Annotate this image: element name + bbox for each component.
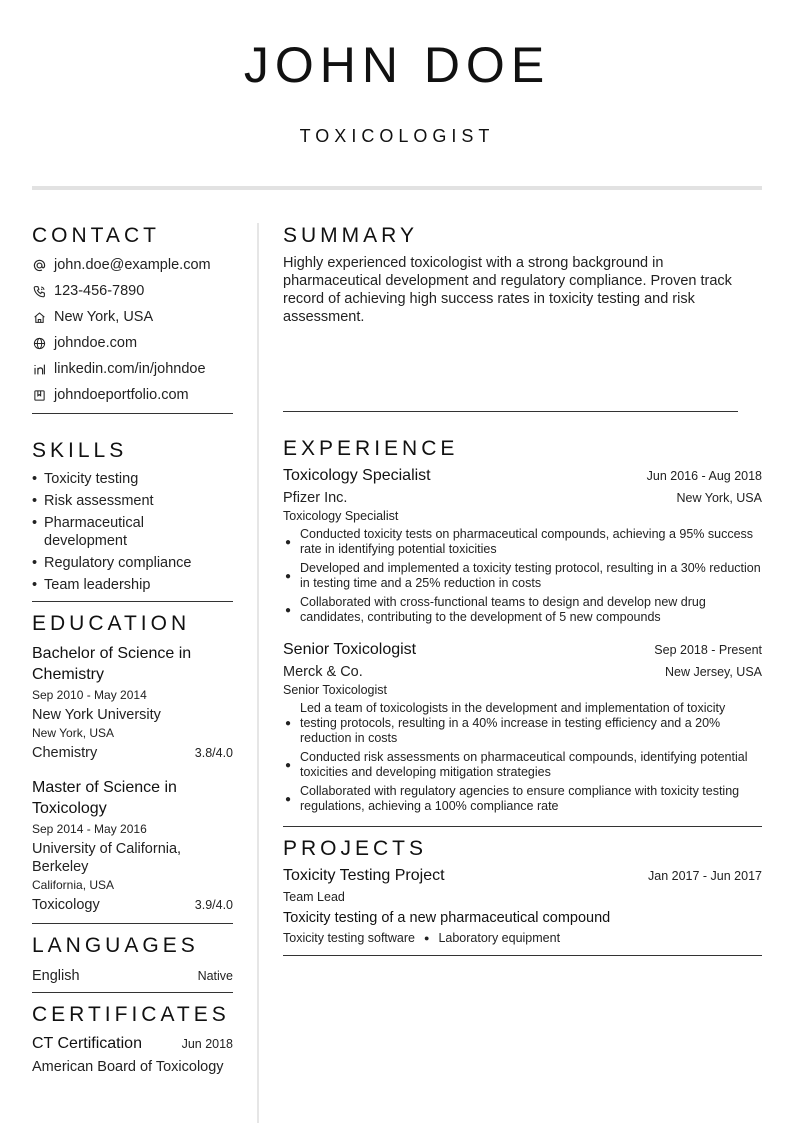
job-bullet-text: Collaborated with cross-functional teams to design and develop new drug candidates, contributing to the development of 5 new compounds (300, 595, 706, 624)
skill-text: Pharmaceutical development (44, 515, 144, 549)
edu-school: University of California, Berkeley (32, 841, 182, 875)
job-bullet-text: Conducted risk assessments on pharmaceutical compounds, identifying potential toxicities and developing mitigation strategies (300, 750, 748, 779)
edu-field: Chemistry (32, 745, 98, 761)
header-divider (32, 186, 762, 190)
edu-dates: Sep 2014 - May 2016 (32, 822, 147, 836)
edu-location: California, USA (32, 878, 115, 892)
project-name: Toxicity Testing Project (283, 867, 445, 884)
job-location: New Jersey, USA (664, 665, 762, 679)
job-bullet-text: Conducted toxicity tests on pharmaceutical compounds, achieving a 95% success rate in identifying potential toxicities (300, 527, 754, 556)
experience-section (283, 435, 762, 827)
edu-dates: Sep 2010 - May 2014 (32, 688, 147, 702)
linkedin-icon (32, 362, 46, 376)
job-title: Senior Toxicologist (283, 641, 417, 658)
globe-icon (32, 336, 46, 350)
job-bullet: ● Collaborated with cross-functional teams to design and develop new drug candidates, contributing to the development of 5 new compounds (283, 595, 762, 625)
skill-text: Team leadership (44, 577, 151, 593)
job-company: Merck & Co. (283, 664, 363, 680)
edu-school: New York University (32, 707, 161, 723)
job-dates: Jun 2016 - Aug 2018 (646, 469, 762, 483)
job-role: Toxicology Specialist (283, 509, 399, 523)
education-heading: EDUCATION (32, 612, 191, 635)
certificate-item (32, 1035, 233, 1053)
project-role: Team Lead (283, 890, 345, 904)
certificates-section (32, 1001, 233, 1075)
contact-section (32, 222, 233, 414)
experience-heading: EXPERIENCE (283, 437, 459, 460)
project-tool: Toxicity testing software (283, 931, 415, 945)
job-title: Toxicology Specialist (283, 467, 431, 484)
projects-section (283, 835, 762, 956)
contact-portfolio-text: johndoeportfolio.com (54, 387, 189, 403)
skill-item: • Regulatory compliance (32, 555, 192, 571)
edu-field: Toxicology (32, 897, 100, 913)
certificates-heading: CERTIFICATES (32, 1003, 230, 1026)
summary-text: Highly experienced toxicologist with a strong background in pharmaceutical development and regulatory compliance. Proven track record of achieving high success rates in toxicity testing and risk assessment. (283, 255, 732, 325)
contact-location-text: New York, USA (54, 309, 154, 325)
skill-item: • Team leadership (32, 577, 151, 593)
project-dates: Jan 2017 - Jun 2017 (648, 869, 762, 883)
resume-name: JOHN DOE (243, 37, 551, 93)
projects-heading: PROJECTS (283, 837, 428, 860)
education-entry (32, 643, 233, 761)
skills-section (32, 437, 233, 602)
right-column (283, 222, 762, 956)
left-column (32, 222, 233, 1075)
languages-heading: LANGUAGES (32, 934, 199, 957)
project-description: Toxicity testing of a new pharmaceutical compound (283, 910, 611, 926)
language-item (32, 968, 233, 984)
skill-item: • Pharmaceutical development (32, 512, 233, 552)
contact-email-text: john.doe@example.com (54, 257, 211, 273)
job-location: New York, USA (676, 491, 762, 505)
at-icon (32, 258, 46, 272)
skill-item: • Toxicity testing (32, 471, 139, 487)
education-entry (32, 777, 233, 913)
column-divider (257, 223, 259, 1123)
skill-text: Regulatory compliance (44, 555, 192, 571)
job-bullet-text: Led a team of toxicologists in the development and implementation of toxicity testing protocols, resulting in a 40% increase in testing efficiency and a 20% reduction in costs (300, 701, 726, 745)
edu-gpa: 3.8/4.0 (194, 746, 233, 760)
project-tool: Laboratory equipment (438, 931, 561, 945)
job-bullet: ● Collaborated with regulatory agencies to ensure compliance with toxicity testing regulations, achieving a 100% compliance rate (283, 784, 762, 814)
resume-title: TOXICOLOGIST (299, 126, 495, 146)
certificate-issuer: American Board of Toxicology (32, 1059, 224, 1075)
portfolio-icon (32, 388, 46, 402)
contact-phone[interactable] (32, 278, 233, 304)
edu-location: New York, USA (32, 726, 115, 740)
certificate-date: Jun 2018 (181, 1037, 233, 1051)
certificate-name: CT Certification (32, 1035, 142, 1052)
phone-icon (32, 284, 46, 298)
separator-dot: ● (424, 933, 430, 943)
job-bullet-text: Developed and implemented a toxicity testing protocol, resulting in a 30% reduction in testing time and a 25% reduction in costs (300, 561, 761, 590)
contact-phone-text: 123-456-7890 (54, 283, 145, 299)
home-icon (32, 310, 46, 324)
contact-portfolio[interactable] (32, 382, 233, 408)
summary-section (283, 222, 738, 412)
contact-location (32, 304, 233, 330)
project-tools (283, 931, 762, 945)
job-entry (283, 467, 762, 625)
job-role: Senior Toxicologist (283, 683, 387, 697)
job-bullet: ● Conducted risk assessments on pharmaceutical compounds, identifying potential toxicities and developing mitigation strategies (283, 750, 762, 780)
skills-heading: SKILLS (32, 439, 128, 462)
language-level: Native (197, 969, 233, 983)
summary-heading: SUMMARY (283, 224, 418, 247)
job-bullet: ● Conducted toxicity tests on pharmaceutical compounds, achieving a 95% success rate in identifying potential toxicities (283, 527, 762, 557)
contact-email[interactable] (32, 252, 233, 278)
contact-website[interactable] (32, 330, 233, 356)
contact-website-text: johndoe.com (54, 335, 138, 351)
skill-item: • Risk assessment (32, 493, 154, 509)
skill-text: Risk assessment (44, 493, 154, 509)
contact-linkedin-text: linkedin.com/in/johndoe (54, 361, 206, 377)
edu-gpa: 3.9/4.0 (194, 898, 233, 912)
job-bullet: ● Led a team of toxicologists in the development and implementation of toxicity testing protocols, resulting in a 40% increase in testing efficiency and a 20% reduction in costs (283, 701, 762, 746)
job-bullet-text: Collaborated with regulatory agencies to ensure compliance with toxicity testing regulations, achieving a 100% compliance rate (300, 784, 740, 813)
language-name: English (32, 968, 80, 984)
languages-section (32, 932, 233, 993)
job-bullet: ● Developed and implemented a toxicity testing protocol, resulting in a 30% reduction in testing time and a 25% reduction in costs (285, 561, 761, 590)
job-dates: Sep 2018 - Present (654, 643, 762, 657)
edu-degree: Bachelor of Science in Chemistry (32, 645, 192, 683)
contact-linkedin[interactable] (32, 356, 233, 382)
job-entry (283, 641, 762, 814)
education-section (32, 610, 233, 924)
project-entry (283, 867, 762, 945)
job-company: Pfizer Inc. (283, 490, 348, 506)
contact-heading: CONTACT (32, 224, 160, 247)
skill-text: Toxicity testing (44, 471, 139, 487)
edu-degree: Master of Science in Toxicology (32, 779, 177, 817)
